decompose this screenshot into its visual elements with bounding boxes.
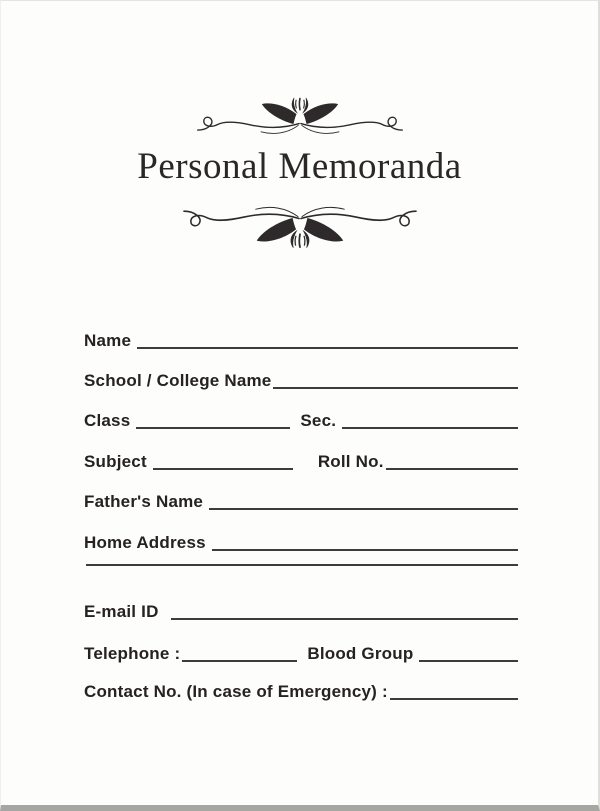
field-row-emergency-contact [84, 683, 518, 700]
telephone-label: Telephone : [84, 644, 181, 663]
name-label: Name [84, 331, 132, 350]
blood-group-label: Blood Group [307, 644, 414, 663]
subject-label: Subject [84, 452, 147, 471]
roll-no-input-line [386, 468, 518, 470]
field-row-home-address [84, 534, 518, 551]
field-row-fathers-name [84, 493, 518, 510]
class-label: Class [84, 411, 131, 430]
home-address-continuation-line [86, 564, 518, 566]
emergency-contact-input-line [390, 698, 518, 700]
class-input-line [136, 427, 290, 429]
field-row-school-college-name [84, 372, 518, 389]
sec-label: Sec. [300, 411, 337, 430]
blood-group-input-line [419, 660, 518, 662]
home-address-label: Home Address [84, 533, 206, 552]
fathers-name-input-line [209, 508, 518, 510]
school-college-name-label: School / College Name [84, 371, 272, 390]
home-address-input-line [212, 549, 518, 551]
fathers-name-label: Father's Name [84, 492, 204, 511]
field-row-class-sec [84, 412, 518, 429]
floral-flourish-bottom-icon [181, 187, 419, 251]
name-input-line [137, 347, 518, 349]
field-row-email-id [84, 603, 518, 620]
field-row-telephone-blood-group [84, 645, 518, 662]
email-id-input-line [171, 618, 518, 620]
sec-input-line [342, 427, 518, 429]
telephone-input-line [182, 660, 297, 662]
email-id-label: E-mail ID [84, 602, 159, 621]
page-title: Personal Memoranda [137, 146, 462, 187]
school-college-name-input-line [273, 387, 518, 389]
field-row-name [84, 332, 518, 349]
emergency-contact-label: Contact No. (In case of Emergency) : [84, 682, 388, 701]
field-row-home-address-continuation [86, 564, 518, 566]
roll-no-label: Roll No. [317, 452, 384, 471]
subject-input-line [153, 468, 293, 470]
field-row-subject-rollno [84, 453, 518, 470]
floral-flourish-top-icon [196, 95, 404, 152]
